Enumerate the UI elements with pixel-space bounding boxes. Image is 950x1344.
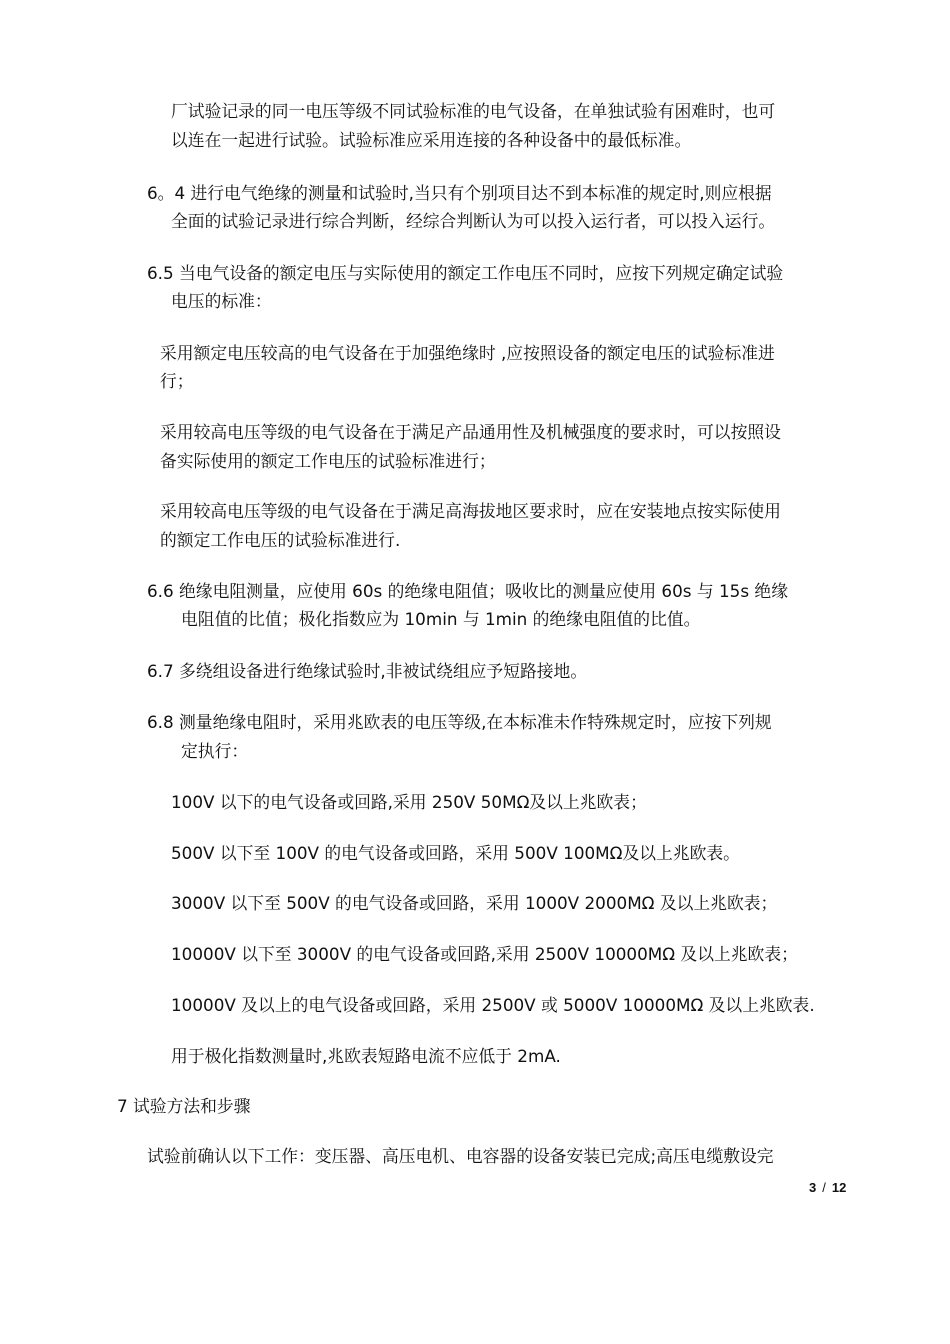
text-line: 电阻值的比值；极化指数应为 10min 与 1min 的绝缘电阻值的比值。 — [181, 609, 701, 629]
text-line: 采用较高电压等级的电气设备在于满足产品通用性及机械强度的要求时，可以按照设 — [160, 422, 781, 442]
text-line: 用于极化指数测量时,兆欧表短路电流不应低于 2mA. — [171, 1046, 561, 1066]
section-7-heading: 7 试验方法和步骤 — [117, 1096, 251, 1116]
page-total: 12 — [831, 1180, 847, 1195]
text-line: 试验前确认以下工作：变压器、高压电机、电容器的设备安装已完成;高压电缆敷设完 — [147, 1146, 774, 1166]
list-item: 10000V 以下至 3000V 的电气设备或回路,采用 2500V 10000MΩ 及以上兆欧表； — [171, 944, 798, 964]
page-separator: / — [822, 1180, 826, 1195]
text-line: 采用较高电压等级的电气设备在于满足高海拔地区要求时，应在安装地点按实际使用 — [160, 501, 781, 521]
list-item: 100V 以下的电气设备或回路,采用 250V 50MΩ及以上兆欧表； — [171, 792, 647, 812]
list-item: 500V 以下至 100V 的电气设备或回路，采用 500V 100MΩ及以上兆欧表。 — [171, 843, 740, 863]
section-6-8-heading: 6.8 测量绝缘电阻时，采用兆欧表的电压等级,在本标准未作特殊规定时，应按下列规 — [147, 712, 772, 732]
text-line: 厂试验记录的同一电压等级不同试验标准的电气设备，在单独试验有困难时，也可 — [171, 101, 776, 121]
list-item: 10000V 及以上的电气设备或回路，采用 2500V 或 5000V 10000MΩ 及以上兆欧表. — [171, 995, 815, 1015]
section-6-4-heading: 6。4 进行电气绝缘的测量和试验时,当只有个别项目达不到本标准的规定时,则应根据 — [147, 183, 772, 203]
text-line: 电压的标准： — [171, 291, 272, 311]
text-line: 行； — [160, 371, 194, 391]
text-line: 备实际使用的额定工作电压的试验标准进行； — [160, 451, 496, 471]
text-line: 的额定工作电压的试验标准进行. — [160, 530, 401, 550]
page-number — [809, 1180, 846, 1195]
section-6-7-heading: 6.7 多绕组设备进行绝缘试验时,非被试绕组应予短路接地。 — [147, 661, 588, 681]
list-item: 3000V 以下至 500V 的电气设备或回路，采用 1000V 2000MΩ 及以上兆欧表； — [171, 893, 778, 913]
text-line: 全面的试验记录进行综合判断，经综合判断认为可以投入运行者，可以投入运行。 — [171, 211, 776, 231]
text-line: 定执行： — [181, 741, 249, 761]
section-6-6-heading: 6.6 绝缘电阻测量，应使用 60s 的绝缘电阻值；吸收比的测量应使用 60s 与 15s 绝缘 — [147, 581, 788, 601]
page-current: 3 — [809, 1180, 817, 1195]
text-line: 采用额定电压较高的电气设备在于加强绝缘时 ,应按照设备的额定电压的试验标准进 — [160, 343, 775, 363]
text-line: 以连在一起进行试验。试验标准应采用连接的各种设备中的最低标准。 — [171, 130, 692, 150]
section-6-5-heading: 6.5 当电气设备的额定电压与实际使用的额定工作电压不同时，应按下列规定确定试验 — [147, 263, 784, 283]
